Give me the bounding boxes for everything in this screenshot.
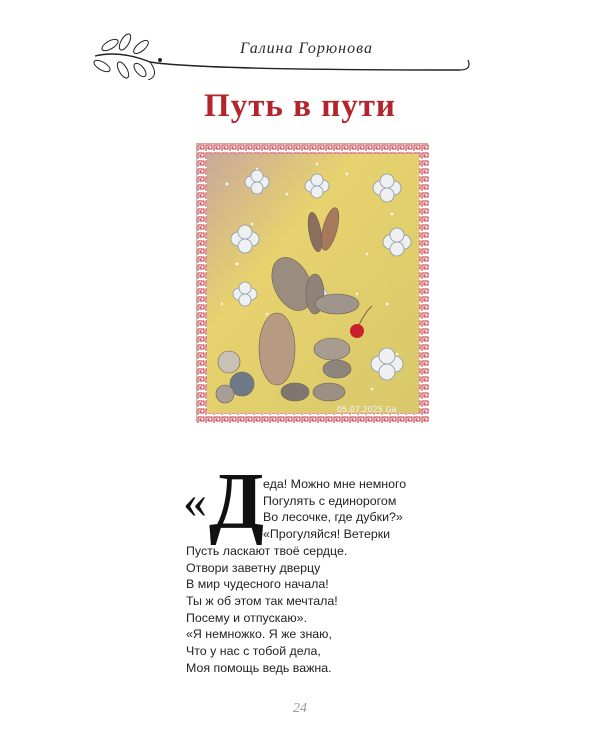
stone-mosaic-picture [197,144,429,423]
drop-cap-quote: « [183,475,207,528]
poem-text [186,476,486,676]
poem-line: Ты ж об этом так мечтала! [186,593,338,608]
page-title: Путь в пути [204,88,396,124]
poem-line: еда! Можно мне немного [263,477,407,491]
poem-line: «Прогуляйся! Ветерки [263,527,391,542]
poem-line: Посему и отпускаю». [186,610,308,625]
page-header [0,0,600,80]
illustration-signature: 05.07.2025 Ga [337,405,397,414]
author-name: Галина Горюнова [240,40,373,57]
drop-cap-letter: Д [209,458,265,546]
illustration [196,143,428,422]
poem-line: Что у нас с тобой дела, [186,644,321,659]
poem-line: Отвори заветну дверцу [186,560,321,575]
poem-line: В мир чудесного начала! [186,577,329,592]
poem-line: «Я немножко. Я же знаю, [186,627,332,642]
page-number: 24 [293,701,307,716]
poem-line: Погулять с единорогом [263,493,397,508]
poem-line: Во лесочке, где дубки?» [263,510,403,525]
poem-line: Пусть ласкают твоё сердце. [186,543,348,558]
poem-line: Моя помощь ведь важна. [186,660,332,675]
